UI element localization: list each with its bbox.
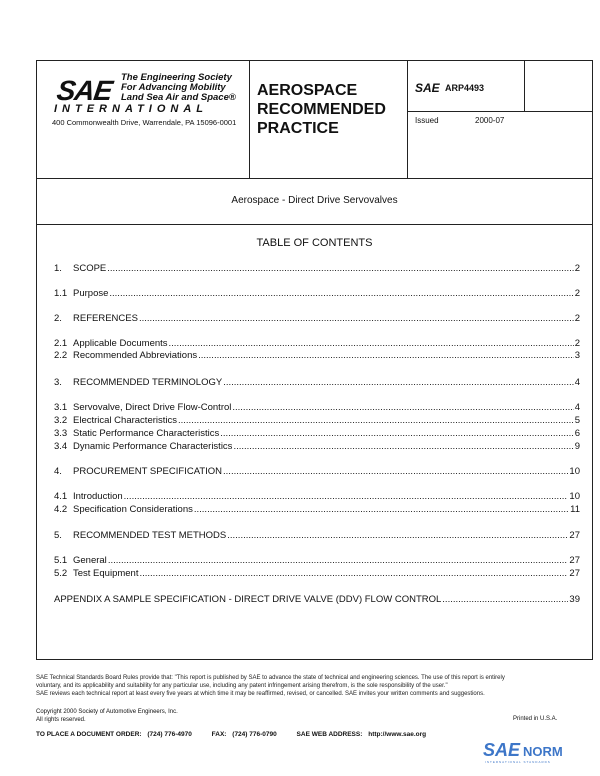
toc-entry[interactable] [54,263,580,275]
doc-type-line: RECOMMENDED [257,101,386,118]
toc-number: 2.2 [54,350,68,361]
sae-logo: SAE [54,75,114,106]
toc-entry[interactable] [54,313,580,325]
fax-label: FAX: [211,731,227,738]
toc-label: Specification Considerations [73,504,193,515]
toc-number: 5.1 [54,555,68,566]
toc-leader [223,466,568,477]
toc-entry[interactable] [54,555,580,567]
toc-leader [232,402,573,413]
international-wordmark: INTERNATIONAL [54,103,209,115]
society-tagline [121,73,236,103]
toc-number: 3.4 [54,441,68,452]
toc-entry[interactable] [54,377,580,389]
document-frame [36,60,593,660]
header-divider [407,111,592,112]
toc-number: 3.2 [54,415,68,426]
toc-page: 27 [569,555,580,566]
toc-label: Purpose [73,288,109,299]
document-number: ARP4493 [445,83,485,93]
tagline-line: The Engineering Society [121,72,232,83]
tagline-line: For Advancing Mobility [121,82,226,93]
copyright [36,708,178,724]
tagline-line: Land Sea Air and Space® [121,92,236,103]
header-divider [524,61,525,111]
header-divider [407,61,408,179]
toc-label: Servovalve, Direct Drive Flow-Control [73,402,232,413]
toc-label: PROCUREMENT SPECIFICATION [73,466,223,477]
toc-number: 4.2 [54,504,68,515]
toc-entry[interactable] [54,568,580,580]
toc-entry[interactable] [54,530,580,542]
web-label: SAE WEB ADDRESS: [296,731,363,738]
toc-label: Test Equipment [73,568,139,579]
toc-leader [223,377,574,388]
issued-label: Issued [415,116,439,125]
toc-label: Electrical Characteristics [73,415,177,426]
stamp-subtitle: INTERNATIONAL STANDARDS [485,760,551,764]
toc-number: 1.1 [54,288,68,299]
toc-leader [227,530,568,541]
toc-page: 3 [574,350,580,361]
fax-number[interactable]: (724) 776-0790 [232,731,277,738]
sae-norm-stamp [483,740,593,766]
toc-page: 10 [569,491,580,502]
stamp-name: NORM [523,744,563,759]
toc-label: Static Performance Characteristics [73,428,220,439]
toc-page: 2 [574,313,580,324]
toc-page: 2 [574,338,580,349]
toc-entry[interactable] [54,428,580,440]
toc-number: 4.1 [54,491,68,502]
printed-in: Printed in U.S.A. [513,716,558,722]
toc-leader [233,441,573,452]
doc-type-line: PRACTICE [257,120,339,137]
toc-leader [198,350,574,361]
toc-leader [220,428,573,439]
doc-type-line: AEROSPACE [257,82,358,99]
toc-number: 5.2 [54,568,68,579]
toc-label: RECOMMENDED TERMINOLOGY [73,377,223,388]
toc-page: 27 [569,568,580,579]
title-row [37,179,592,225]
order-label: TO PLACE A DOCUMENT ORDER: [36,731,142,738]
toc-label: Dynamic Performance Characteristics [73,441,233,452]
toc-entry[interactable] [54,402,580,414]
footer-note: voluntary, and its applicability and suitability for any particular use, including any patent infringement arising therefrom, is the sole responsibility of the user." [36,683,448,689]
copyright-line: Copyright 2000 Society of Automotive Engineers, Inc. [36,709,178,715]
toc-page: 4 [574,402,580,413]
toc-number: 3.1 [54,402,68,413]
toc-entry[interactable] [54,415,580,427]
toc-entry[interactable] [54,491,580,503]
toc-heading: TABLE OF CONTENTS [256,237,373,249]
toc-number: 1. [54,263,62,274]
toc-number: 2.1 [54,338,68,349]
rights-line: All rights reserved. [36,717,86,723]
toc-entry[interactable] [54,288,580,300]
toc-label: REFERENCES [73,313,138,324]
toc-page: 4 [574,377,580,388]
toc-leader [139,568,568,579]
toc-page: 11 [570,504,580,515]
sae-small-logo: SAE [415,81,440,95]
toc-leader [124,491,569,502]
toc-label: APPENDIX A SAMPLE SPECIFICATION - DIRECT DRIVE VALVE (DDV) FLOW CONTROL [54,594,442,605]
toc-page: 6 [574,428,580,439]
toc-page: 9 [574,441,580,452]
toc-entry[interactable] [54,504,580,516]
toc-entry[interactable] [54,466,580,478]
document-type [257,81,386,138]
order-phone[interactable]: (724) 776-4970 [147,731,192,738]
document-header [37,61,592,179]
footer-note: SAE reviews each technical report at least every five years at which time it may be reaffirmed, revised, or cancelled. SAE invites your written comments and suggestions. [36,691,485,697]
toc-leader [442,594,568,605]
toc-leader [194,504,569,515]
toc-leader [139,313,574,324]
toc-page: 2 [574,263,580,274]
toc-number: 3.3 [54,428,68,439]
toc-entry[interactable] [54,338,580,350]
toc-number: 4. [54,466,62,477]
footer-note: SAE Technical Standards Board Rules provide that: "This report is published by SAE to advance the state of technical and engineering sciences. The use of this report is entirely [36,675,505,681]
toc-entry[interactable] [54,350,580,362]
toc-page: 27 [569,530,580,541]
toc-page: 2 [574,288,580,299]
toc-entry-appendix[interactable] [54,594,580,606]
toc-page: 5 [574,415,580,426]
toc-label: Recommended Abbreviations [73,350,198,361]
toc-leader [108,555,569,566]
toc-page: 10 [569,466,580,477]
stamp-brand: SAE [483,740,521,760]
toc-leader [178,415,574,426]
header-divider [249,61,250,179]
toc-number: 3. [54,377,62,388]
toc-label: SCOPE [73,263,107,274]
toc-number: 2. [54,313,62,324]
toc-label: RECOMMENDED TEST METHODS [73,530,227,541]
toc-entry[interactable] [54,441,580,453]
order-contact-row [36,731,430,738]
toc-label: General [73,555,107,566]
footer-notes [36,674,593,698]
toc-label: Introduction [73,491,123,502]
document-title: Aerospace - Direct Drive Servovalves [231,195,398,206]
society-address: 400 Commonwealth Drive, Warrendale, PA 15096-0001 [52,118,237,127]
toc-label: Applicable Documents [73,338,168,349]
toc-leader [109,288,573,299]
web-address-link[interactable]: http://www.sae.org [368,731,427,738]
issued-date: 2000-07 [475,116,505,125]
toc-leader [107,263,573,274]
toc-page: 39 [569,594,580,605]
toc-number: 5. [54,530,62,541]
toc-leader [169,338,574,349]
